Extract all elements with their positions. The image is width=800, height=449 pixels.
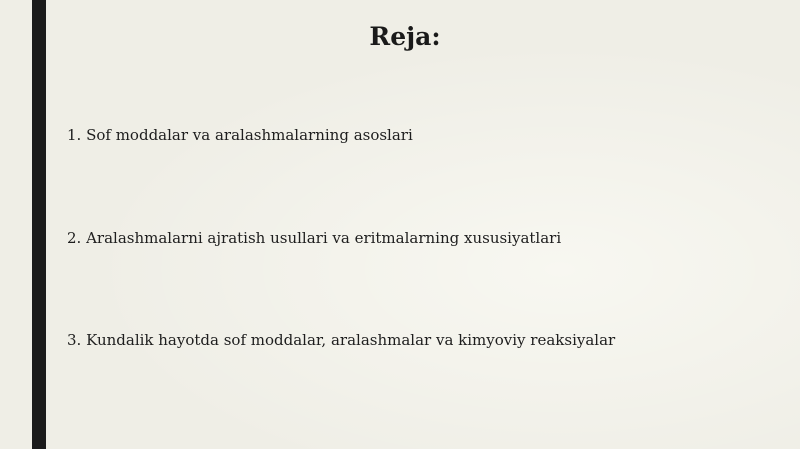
plan-item-2: 2. Aralashmalarni ajratish usullari va eritmalarning xususiyatlari [67, 229, 562, 247]
plan-item-3: 3. Kundalik hayotda sof moddalar, aralashmalar va kimyoviy reaksiyalar [67, 331, 616, 349]
slide-title: Reja: [369, 22, 441, 51]
left-accent-bar [32, 0, 46, 449]
plan-item-1: 1. Sof moddalar va aralashmalarning asoslari [67, 126, 413, 144]
